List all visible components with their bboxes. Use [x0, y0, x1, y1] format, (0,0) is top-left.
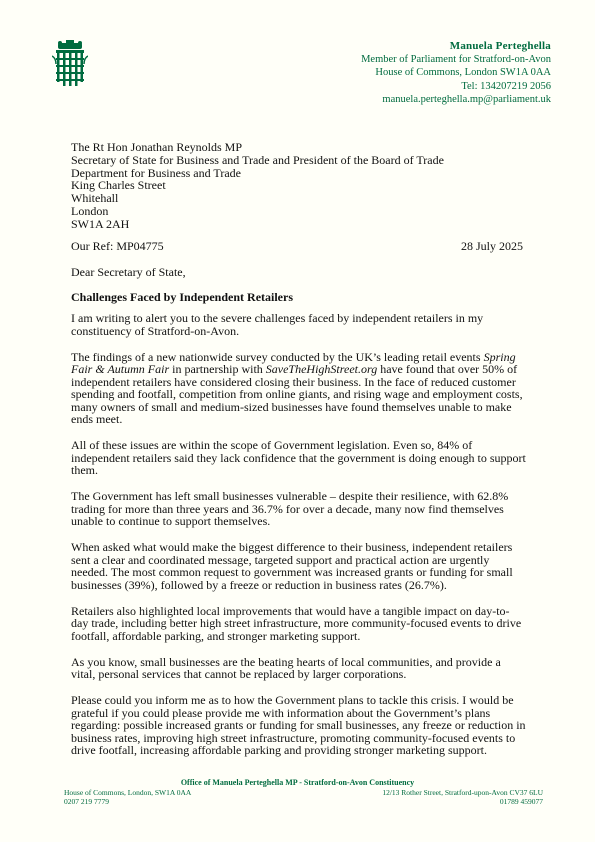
text-run: Retailers also highlighted local improvements that would have a tangible impact on day-to-day trade, including better high street infrastructure, more community-focused events to drive footfall, affordable parking, and stronger marketing support. — [71, 603, 522, 643]
sender-name: Manuela Perteghella — [449, 40, 551, 52]
recipient-line: London — [71, 203, 109, 218]
body-paragraph — [71, 605, 526, 643]
sender-email[interactable]: manuela.perteghella.mp@parliament.uk — [382, 93, 551, 105]
italic-run: Spring Fair & Autumn Fair — [71, 349, 516, 376]
text-run: The Government has left small businesses vulnerable – despite their resilience, with 62.8% trading for more than three years and 36.7% for over a decade, many now find themselves unable to continue to support themselves. — [71, 489, 509, 528]
footer-constituency-phone: 01789 459077 — [499, 797, 543, 806]
recipient-line: Department for Business and Trade — [71, 165, 241, 180]
sender-tel: Tel: 134207219 2056 — [461, 80, 551, 92]
body-paragraph — [71, 351, 526, 426]
letter-body — [71, 312, 526, 770]
reference-number: Our Ref: MP04775 — [71, 239, 164, 253]
body-paragraph — [71, 312, 526, 337]
salutation: Dear Secretary of State, — [71, 265, 186, 279]
sender-title: Member of Parliament for Stratford-on-Avon — [361, 54, 551, 66]
body-paragraph — [71, 439, 526, 477]
body-paragraph — [71, 694, 526, 757]
footer-row — [0, 788, 595, 798]
footer-london-phone: 0207 219 7779 — [64, 797, 109, 806]
text-run: As you know, small businesses are the beating hearts of local communities, and provide a vital, personal services that cannot be replaced by larger corporations. — [71, 654, 501, 681]
sender-address: House of Commons, London SW1A 0AA — [375, 67, 551, 79]
recipient-address — [71, 141, 444, 231]
footer-constituency-address: 12/13 Rother Street, Stratford-upon-Avon CV37 6LU — [382, 787, 543, 797]
body-paragraph — [71, 656, 526, 681]
footer-row — [0, 797, 595, 807]
text-run: All of these issues are within the scope of Government legislation. Even so, 84% of independent retailers said they lack confidence that the government is doing enough to support them. — [71, 438, 526, 477]
subject-heading: Challenges Faced by Independent Retailers — [71, 290, 293, 304]
italic-run: SaveTheHighStreet.org — [265, 362, 378, 376]
text-run: When asked what would make the biggest difference to their business, independent retailers sent a clear and coordinated message, targeted support and practical action are urgently needed. The most common request to government was increased grants or funding for small businesses (39%), followed by a freeze or reduction in business rates (26.7%). — [71, 540, 513, 592]
body-paragraph — [71, 490, 526, 528]
recipient-line: King Charles Street — [71, 178, 166, 193]
text-run: in partnership with — [169, 362, 266, 376]
footer — [0, 778, 595, 807]
text-run: Please could you inform me as to how the Government plans to tackle this crisis. I would be grateful if you could please provide me with information about the Government’s plans regarding: possible increased grants or funding for small businesses, any freeze or reduction in business rates, improving high street infrastructure, promoting community-focused events to drive footfall, increasing affordable parking and providing stronger marketing support. — [71, 693, 526, 757]
text-run: have found that over 50% of independent retailers have considered closing their business. In the face of reduced customer spending and footfall, competition from online giants, and rising wage and employment costs, many owners of small and medium-sized businesses have found themselves unable to make ends meet. — [71, 362, 523, 426]
footer-office: Office of Manuela Perteghella MP - Stratford-on-Avon Constituency — [180, 778, 415, 787]
footer-london-address: House of Commons, London, SW1A 0AA — [64, 787, 192, 797]
recipient-line: SW1A 2AH — [71, 216, 130, 231]
sender-block — [361, 40, 551, 106]
recipient-line: Secretary of State for Business and Trade and President of the Board of Trade — [71, 152, 444, 167]
recipient-line: Whitehall — [71, 191, 119, 206]
letter-date: 28 July 2025 — [460, 239, 523, 253]
recipient-line: The Rt Hon Jonathan Reynolds MP — [71, 140, 242, 154]
text-run: I am writing to alert you to the severe challenges faced by independent retailers in my constituency of Stratford-on-Avon. — [71, 311, 484, 338]
portcullis-crest-icon — [52, 40, 88, 88]
text-run: The findings of a new nationwide survey conducted by the UK’s leading retail events — [71, 349, 484, 364]
body-paragraph — [71, 541, 526, 591]
